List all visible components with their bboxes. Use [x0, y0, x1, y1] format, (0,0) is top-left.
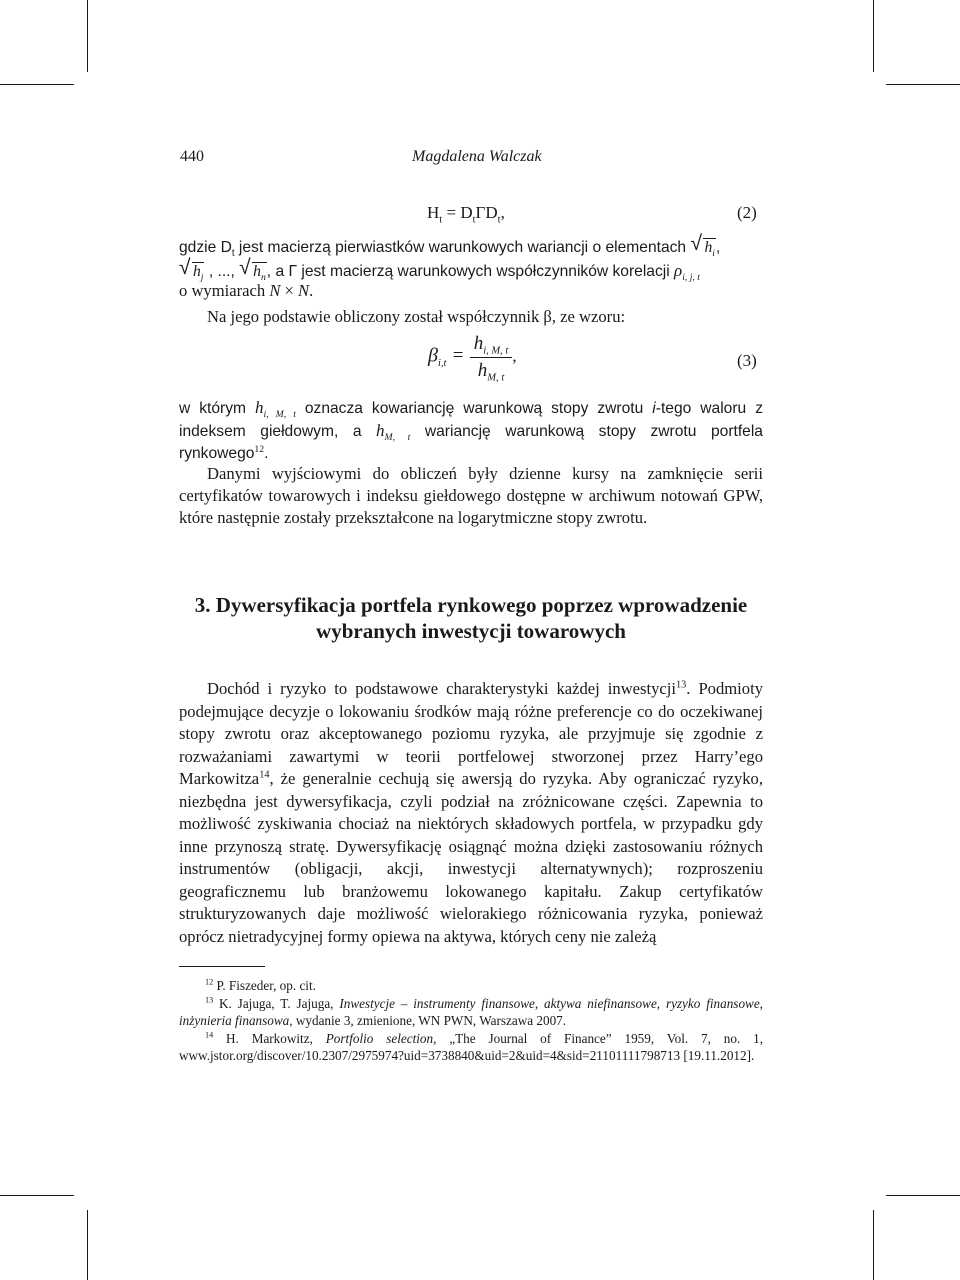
section-heading-line1: 3. Dywersyfikacja portfela rynkowego poprzez wprowadzenie: [194, 593, 748, 617]
footnote-separator: [179, 966, 265, 967]
equation-number-3: (3): [737, 351, 757, 370]
footnote-13: $^{13}$ K. Jajuga, T. Jajuga, Inwestycje – instrumenty finansowe, aktywa niefinansowe, ryzyko finansowe, inżynieria finansowa, wydanie 3, zmienione, WN PWN, Warszawa 2007.: [179, 995, 763, 1029]
paragraph-where: w którym $h_{i, M, t}$ oznacza kowariancję warunkową stopy zwrotu i-tego waloru z indeksem giełdowym, a $h_{M, t}$ wariancję warunkową stopy zwrotu portfela rynkowego$^{12}$.: [179, 398, 763, 462]
paragraph-elements: gdzie $D_t$ jest macierzą pierwiastków warunkowych wariancji o elementach √ $h_i$, √ $h_j$ , ..., √ $h_n$, a Γ jest macierzą warunkowych współczynników korelacji $\rho_{i, j, t}$ o wymiarach N × N. Na jego podstawie obliczony został współczynnik β, ze wzoru:: [179, 232, 721, 326]
equation-number-2: (2): [737, 203, 757, 222]
paragraph-diversification: Dochód i ryzyko to podstawowe charakterystyki każdej inwestycji$^{13}$. Podmioty podejmujące decyzje o lokowaniu środków mają różne preferencje co do oczekiwanej stopy zwrotu oraz akceptowanego poziomu ryzyka, ale przyjmuje się zgodnie z rozważaniami zawartymi w teorii portfelowej stworzonej przez Harry’ego Markowitza$^{14}$, że generalnie cechują się awersją do ryzyka. Aby ograniczać ryzyko, niezbędna jest dywersyfikacja, czyli podział na zróżnicowane części. Zapewnia to możliwość zyskiwania chociaż na niektórych składowych portfela, w przypadku gdy inne przynoszą stratę. Dywersyfikację osiągnąć można dzięki zastosowaniu różnych instrumentów (obligacji, akcji, inwestycji alternatywnych); rozproszeniu geograficznemu lub branżowemu lokowanego kapitału. Zakup certyfikatów strukturyzowanych daje możliwość wielorakiego różnicowania ryzyka, ponieważ oprócz nietradycyjnej formy opiewa na aktywa, których ceny nie zależą: [179, 679, 763, 946]
equation-2: $H_t = D_t\Gamma D_t$,: [427, 203, 505, 226]
section-heading-line2: wybranych inwestycji towarowych: [316, 619, 626, 643]
crop-mark: [0, 1195, 74, 1196]
footnote-12: $^{12}$ P. Fiszeder, op. cit.: [205, 977, 316, 993]
footnotes: [179, 977, 763, 1065]
crop-mark: [87, 1210, 88, 1280]
equation-3: $\beta_{i,t}$ = $\frac{h_{i, M, t}}{h_{M, t}}$ ,: [428, 333, 517, 384]
crop-mark: [0, 84, 74, 85]
page-number: 440: [180, 148, 204, 165]
crop-mark: [873, 1210, 874, 1280]
crop-mark: [873, 0, 874, 72]
section-heading: [179, 592, 763, 644]
footnote-14: $^{14}$ H. Markowitz, Portfolio selection, „The Journal of Finance” 1959, Vol. 7, no. 1, www.jstor.org/discover/10.2307/2975974?uid=3738840&uid=2&uid=4&sid=21101111798713 [19.11.2012].: [179, 1030, 763, 1064]
beta-fraction: $\frac{h_{i, M, t}}{h_{M, t}}$: [470, 333, 513, 382]
crop-mark: [87, 0, 88, 72]
crop-mark: [886, 84, 960, 85]
paragraph-data: Danymi wyjściowymi do obliczeń były dzienne kursy na zamknięcie serii certyfikatów towarowych i indeksu giełdowego dostępne w archiwum notowań GPW, które następnie zostały przekształcone na logarytmiczne stopy zwrotu.: [179, 464, 763, 527]
crop-mark: [886, 1195, 960, 1196]
running-head-author: Magdalena Walczak: [412, 148, 542, 165]
